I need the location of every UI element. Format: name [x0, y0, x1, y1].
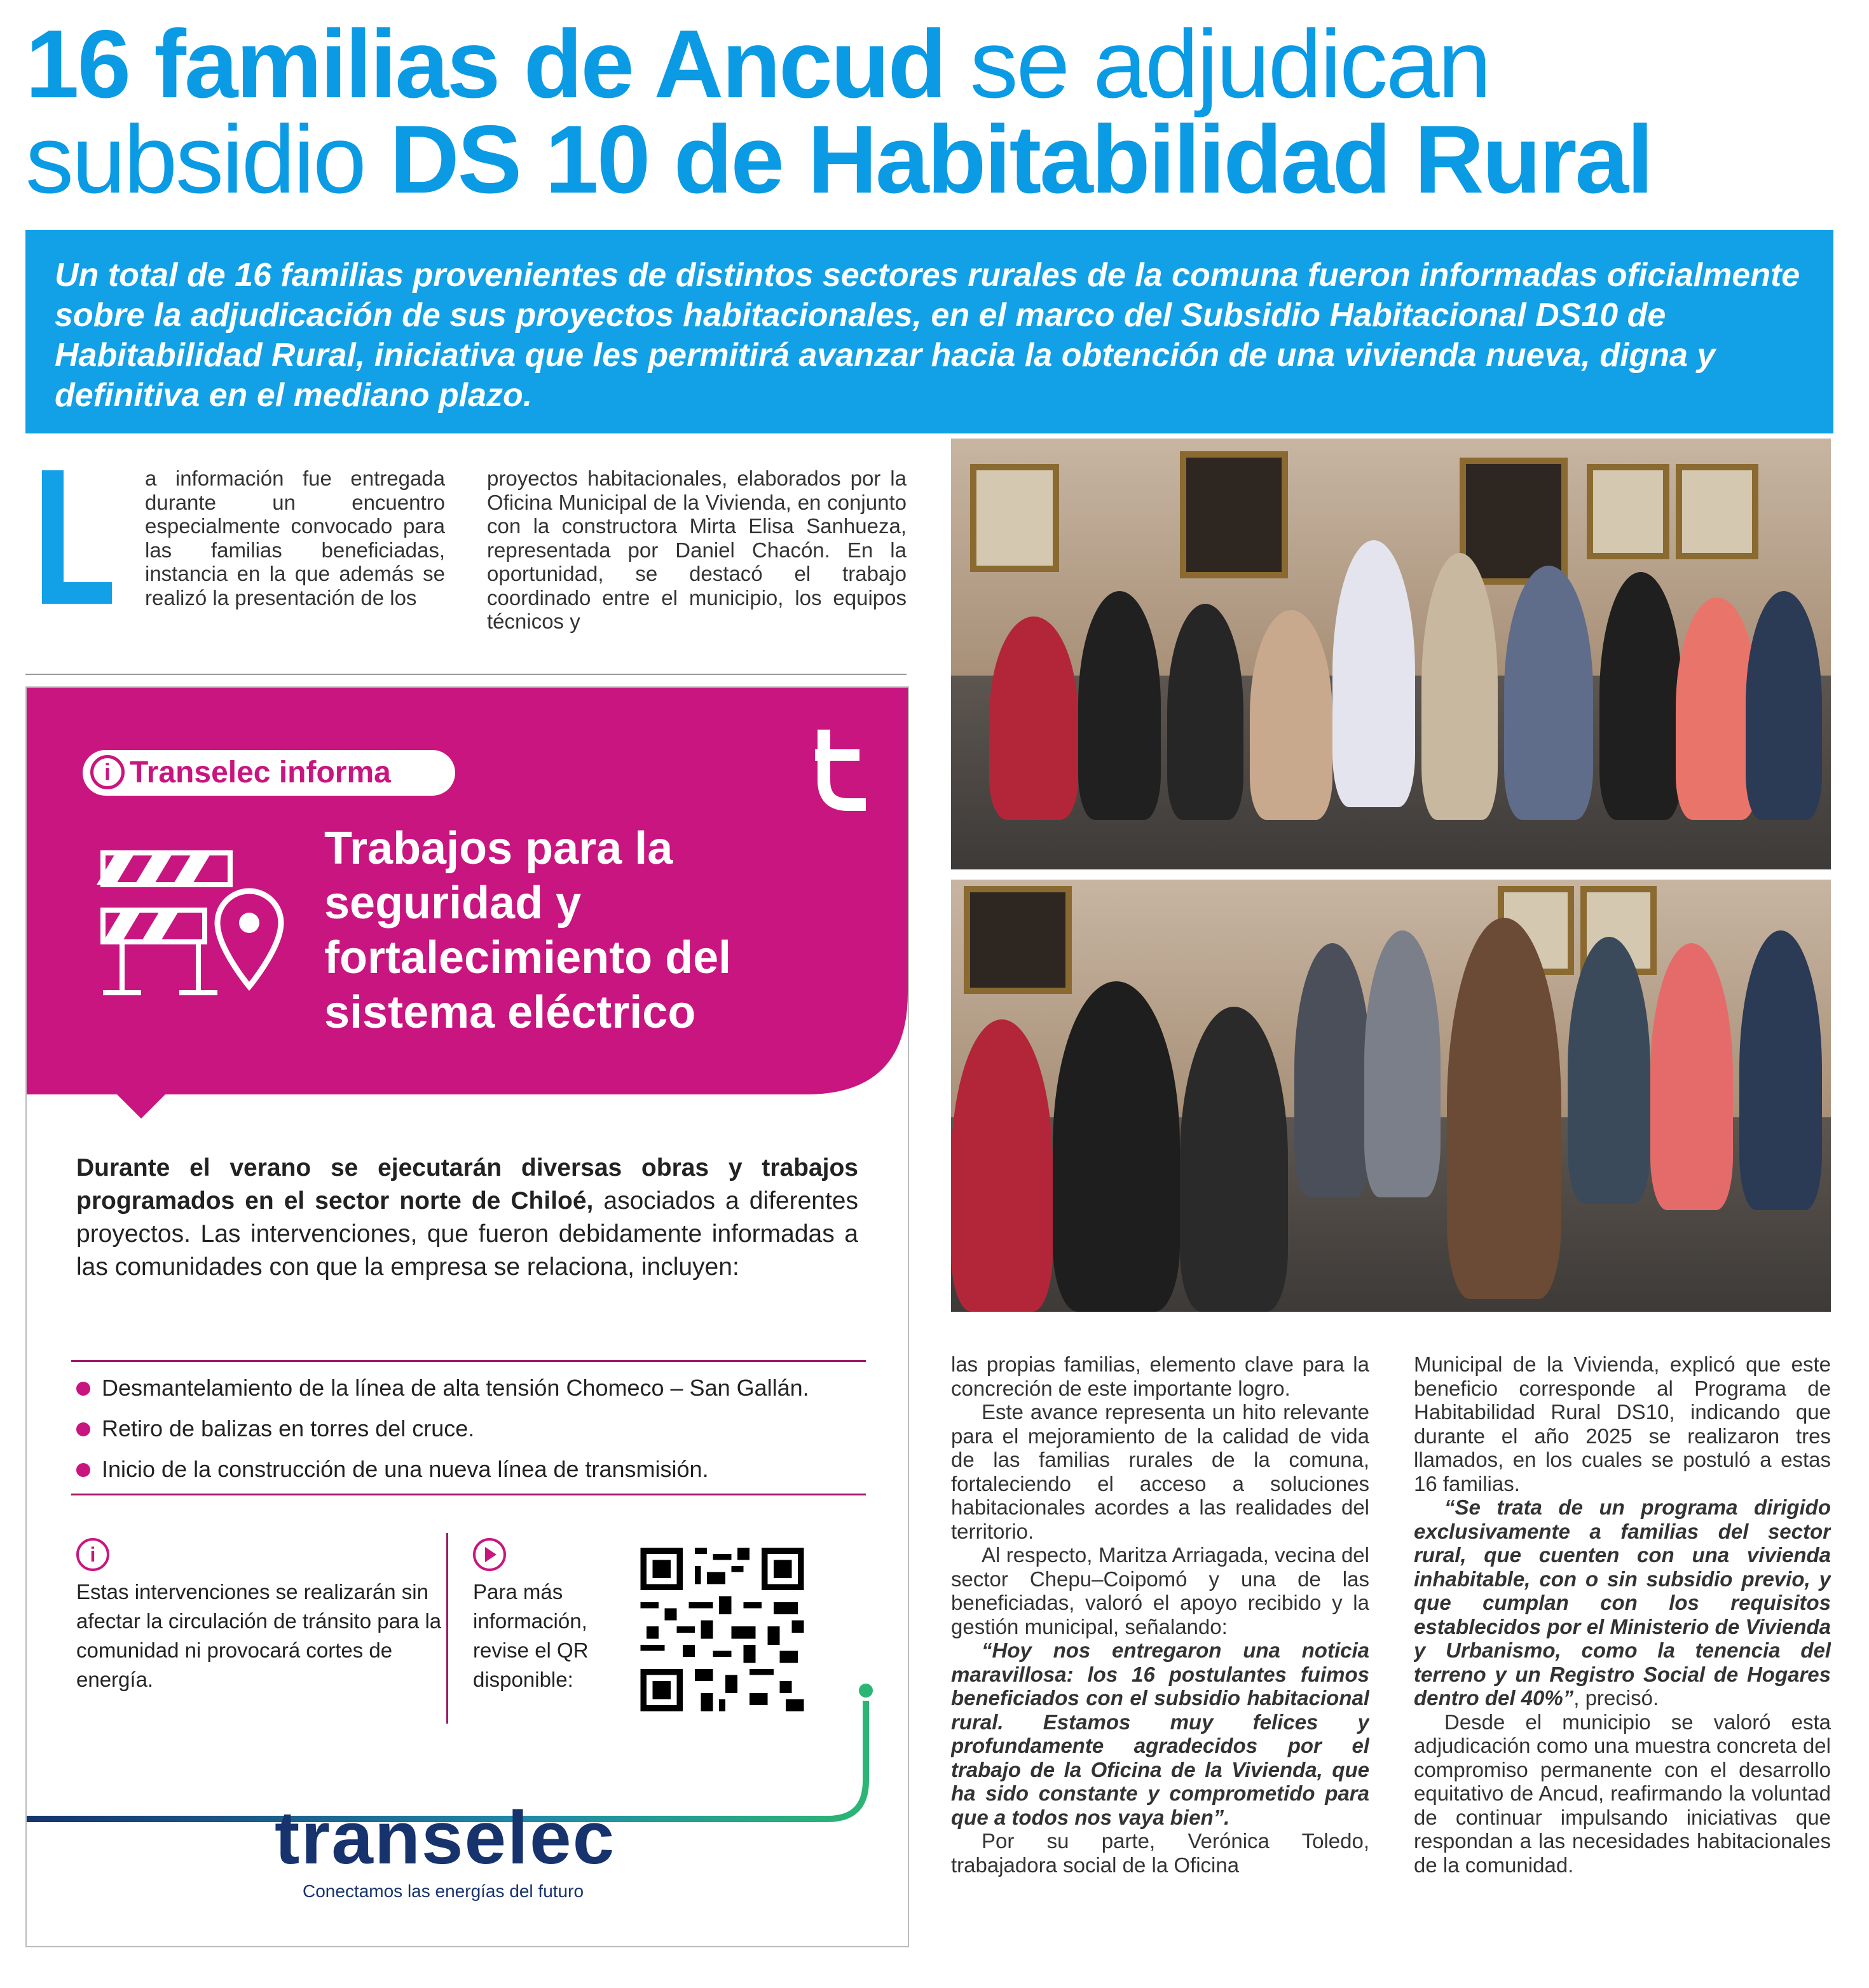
- transelec-tagline: Conectamos las energías del futuro: [303, 1881, 584, 1901]
- headline-light-2: subsidio: [25, 106, 365, 214]
- article-col1-text: a información fue entregada durante un encuentro especialmente convocado para las familias beneficiadas, instancia en la que además se realizó la presentación de los: [145, 466, 445, 609]
- ad-title-line: seguridad y: [324, 878, 582, 929]
- article-col4-p2: Desde el municipio se valoró esta adjudicación como una muestra concreta del compromiso permanente con el desarrollo equitativo de Ancud, reafirmando la voluntad de continuar impulsando iniciativas que respondan a las necesidades habitacionales de la comunidad.: [1414, 1710, 1831, 1877]
- ad-rule-bottom: [71, 1494, 866, 1495]
- article-col3-p2: Este avance representa un hito relevante para el mejoramiento de la calidad de vida de las familias rurales de la comuna, fortaleciendo el acceso a soluciones habitacionales acordes a las realidades del territorio.: [951, 1400, 1369, 1543]
- road-barrier-icon: [97, 840, 287, 1005]
- ad-title-line: Trabajos para la: [324, 823, 673, 874]
- article-col2-text: proyectos habitacionales, elaborados por la Oficina Municipal de la Vivienda, en conjunto con la constructora Mirta Elisa Sanhueza, representada por Daniel Chacón. En la oportunidad, se destacó el trabajo coordinado entre el municipio, los equipos técnicos y: [487, 466, 907, 633]
- ad-note: Estas intervenciones se realizarán sin afectar la circulación de tránsito para la comunidad ni provocará cortes de energía.: [76, 1580, 442, 1691]
- lead-box: [25, 230, 1833, 433]
- divider: [25, 674, 907, 675]
- article-col2: [487, 466, 907, 638]
- ad-body-rest: asociados a diferentes proyectos. Las intervenciones, que fueron debidamente informadas a las comunidades con que la empresa se relaciona, incluyen:: [76, 1187, 858, 1281]
- article-col3: [951, 1352, 1369, 1956]
- headline: [25, 10, 1844, 214]
- ad-bullet: Inicio de la construcción de una nueva línea de transmisión.: [76, 1449, 871, 1490]
- lead-text: Un total de 16 familias provenientes de distintos sectores rurales de la comuna fueron informadas oficialmente sobre la adjudicación de sus proyectos habitacionales, en el marco del Subsidio Habitacional DS10 de Habitabilidad Rural, iniciativa que les permitirá avanzar hacia la obtención de una vivienda nueva, digna y definitiva en el mediano plazo.: [55, 257, 1800, 414]
- ad-more-info: Para más información, revise el QR disponible:: [473, 1580, 589, 1691]
- article-col4-p1: Municipal de la Vivienda, explicó que este beneficio corresponde al Programa de Habitabilidad Rural DS10, indicando que durante el año 2025 se realizaron tres llamados, en los cuales se postuló a estas 16 familias.: [1414, 1352, 1831, 1495]
- ad-pointer: [116, 1093, 167, 1119]
- article-col3-quote: “Hoy nos entregaron una noticia maravillosa: los 16 postulantes fuimos beneficiados con el subsidio habitacional rural. Estamos muy felices y profundamente agradecidos por el trabajo de la Oficina de la Vivienda, que ha sido constante y comprometido para que a todos nos vaya bien”.: [951, 1638, 1369, 1829]
- ad-body-bold: Durante el verano se ejecutarán diversas obras y trabajos programados en el sector norte de Chiloé,: [76, 1154, 858, 1215]
- note-info-icon: i: [76, 1538, 109, 1571]
- transelec-ad: [25, 686, 909, 1947]
- photo-group-2: [951, 880, 1831, 1312]
- article-col3-p1: las propias familias, elemento clave para la concreción de este importante logro.: [951, 1352, 1369, 1400]
- ad-rule-top: [71, 1360, 866, 1362]
- ad-bullet: Retiro de balizas en torres del cruce.: [76, 1408, 871, 1449]
- ad-title: [324, 821, 871, 1040]
- play-icon: [473, 1538, 506, 1571]
- ad-title-line: fortalecimiento del: [324, 932, 732, 983]
- info-icon: i: [90, 755, 125, 789]
- headline-bold-1: 16 familias de Ancud: [25, 10, 945, 118]
- ad-pill: [83, 750, 455, 796]
- headline-light-1: se adjudican: [969, 10, 1490, 118]
- article-col3-p4: Por su parte, Verónica Toledo, trabajadora social de la Oficina: [951, 1829, 1369, 1877]
- article-col4: [1414, 1352, 1831, 1956]
- photo-group-1: [951, 439, 1831, 869]
- article-col1: [25, 466, 445, 638]
- ad-pill-label: Transelec informa: [130, 756, 391, 789]
- transelec-t-icon: [815, 730, 872, 812]
- headline-bold-2: DS 10 de Habitabilidad Rural: [389, 106, 1652, 214]
- ad-body: [76, 1152, 858, 1284]
- ad-bullet-list: [76, 1368, 871, 1490]
- article-col4-quote-tail: , precisó.: [1573, 1686, 1659, 1710]
- ad-title-line: sistema eléctrico: [324, 987, 696, 1038]
- transelec-logo: transelec: [275, 1796, 616, 1880]
- ad-bullet: Desmantelamiento de la línea de alta tensión Chomeco – San Gallán.: [76, 1368, 871, 1408]
- article-col3-p3: Al respecto, Maritza Arriagada, vecina del sector Chepu–Coipomó y una de las beneficiadas, valoró el apoyo recibido y la gestión municipal, señalando:: [951, 1543, 1369, 1638]
- article-col4-quote: “Se trata de un programa dirigido exclusivamente a familias del sector rural, que cuenten con una vivienda inhabitable, con o sin subsidio previo, y que cumplan con los requisitos establecidos por el Ministerio de Vivienda y Urbanismo, como la tenencia del terreno y un Registro Social de Hogares dentro del 40%”: [1414, 1495, 1831, 1710]
